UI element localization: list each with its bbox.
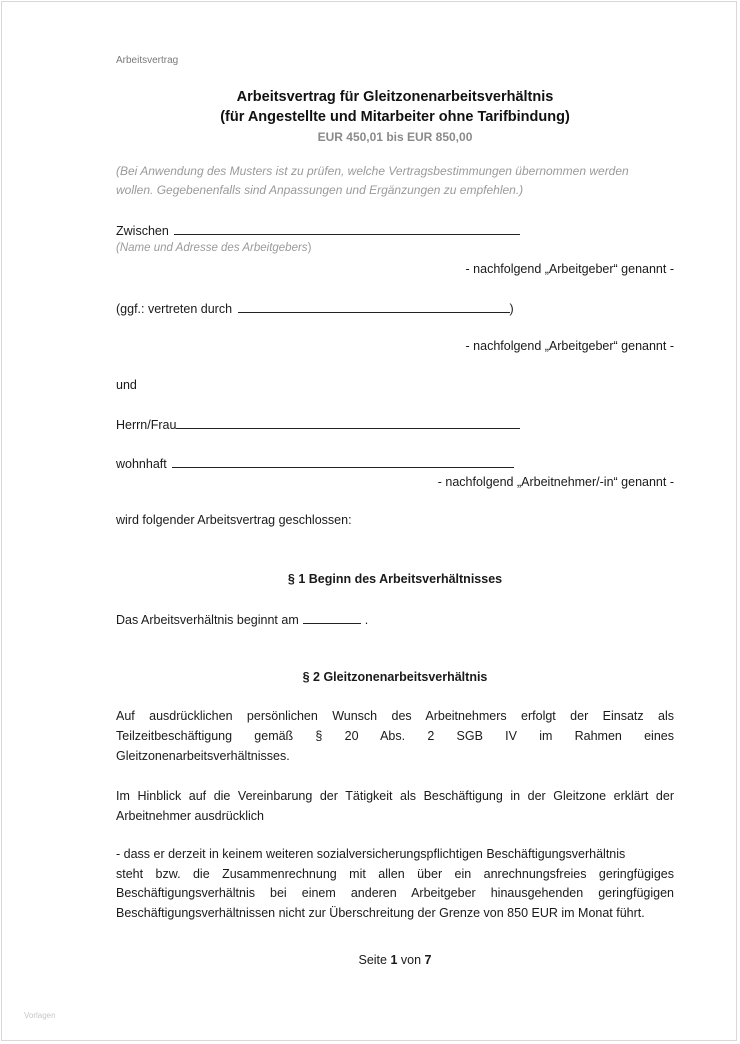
paragraph-line: steht bzw. die Zusammenrechnung mit allen über ein anrechnungsfreies geringfügiges <box>116 866 674 881</box>
page-of: von <box>400 953 422 967</box>
concluded-sentence: wird folgender Arbeitsvertrag geschlossen: <box>116 513 352 527</box>
employer-hint-close: ) <box>307 242 312 254</box>
paragraph-line: Beschäftigungsverhältnissen nicht zur Überschreitung der Grenze von 850 EUR im Monat führt. <box>116 905 645 920</box>
employer-blank[interactable] <box>174 222 520 235</box>
section-2-paragraph-1 <box>116 706 674 766</box>
residing-row <box>116 455 514 471</box>
page-number <box>116 953 674 967</box>
employer-named: - nachfolgend „Arbeitgeber“ genannt - <box>465 262 674 276</box>
person-label: Herrn/Frau <box>116 418 177 432</box>
document-subtitle: (für Angestellte und Mitarbeiter ohne Tarifbindung) <box>220 109 570 125</box>
and-label: und <box>116 378 137 392</box>
page-word: Seite <box>358 953 387 967</box>
start-date-blank[interactable] <box>303 611 361 624</box>
watermark: Vorlagen <box>24 1011 56 1020</box>
employee-named: - nachfolgend „Arbeitnehmer/-in“ genannt - <box>437 475 674 489</box>
person-blank[interactable] <box>176 416 520 429</box>
paragraph-line: Teilzeitbeschäftigung gemäß § 20 Abs. 2 SGB IV im Rahmen eines <box>116 729 674 743</box>
page-current: 1 <box>390 953 398 967</box>
between-label: Zwischen <box>116 224 169 238</box>
paragraph-line: Gleitzonenarbeitsverhältnisses. <box>116 749 290 763</box>
page-total: 7 <box>424 953 432 967</box>
salary-range: EUR 450,01 bis EUR 850,00 <box>317 130 473 144</box>
between-row <box>116 222 520 238</box>
start-date-period: . <box>364 613 369 627</box>
paragraph-line: Auf ausdrücklichen persönlichen Wunsch des Arbeitnehmers erfolgt der Einsatz als <box>116 709 674 723</box>
usage-note-line-2: wollen. Gegebenenfalls sind Anpassungen und Ergänzungen zu empfehlen.) <box>116 183 524 197</box>
represented-label: (ggf.: vertreten durch <box>116 302 233 316</box>
representative-blank[interactable] <box>238 300 510 313</box>
section-2-paragraph-3 <box>116 845 674 923</box>
employer-hint <box>116 242 311 254</box>
running-header: Arbeitsvertrag <box>116 55 179 66</box>
employer-hint-text: (Name und Adresse des Arbeitgebers <box>116 242 308 254</box>
represented-close: ) <box>509 302 514 316</box>
paragraph-line: Arbeitnehmer ausdrücklich <box>116 809 264 823</box>
residing-label: wohnhaft <box>116 457 167 471</box>
section-1-heading: § 1 Beginn des Arbeitsverhältnisses <box>287 572 503 586</box>
section-1-text <box>116 611 368 627</box>
section-2-paragraph-2 <box>116 786 674 826</box>
represented-row <box>116 300 514 316</box>
document-title: Arbeitsvertrag für Gleitzonenarbeitsverhältnis <box>236 89 554 105</box>
address-blank[interactable] <box>172 455 514 468</box>
paragraph-line: - dass er derzeit in keinem weiteren sozialversicherungspflichtigen Beschäftigungsverhältnis <box>116 847 626 861</box>
employer-named-2: - nachfolgend „Arbeitgeber“ genannt - <box>465 339 674 353</box>
section-2-heading: § 2 Gleitzonenarbeitsverhältnis <box>302 670 488 684</box>
start-date-label: Das Arbeitsverhältnis beginnt am <box>116 613 299 627</box>
person-row <box>116 416 520 432</box>
usage-note-line-1: (Bei Anwendung des Musters ist zu prüfen, welche Vertragsbestimmungen übernommen werden <box>116 164 629 178</box>
paragraph-line: Im Hinblick auf die Vereinbarung der Tätigkeit als Beschäftigung in der Gleitzone erklärt der <box>116 789 674 803</box>
paragraph-line: Beschäftigungsverhältnis bei einem anderen Arbeitgeber hinausgehenden geringfügigen <box>116 886 674 900</box>
